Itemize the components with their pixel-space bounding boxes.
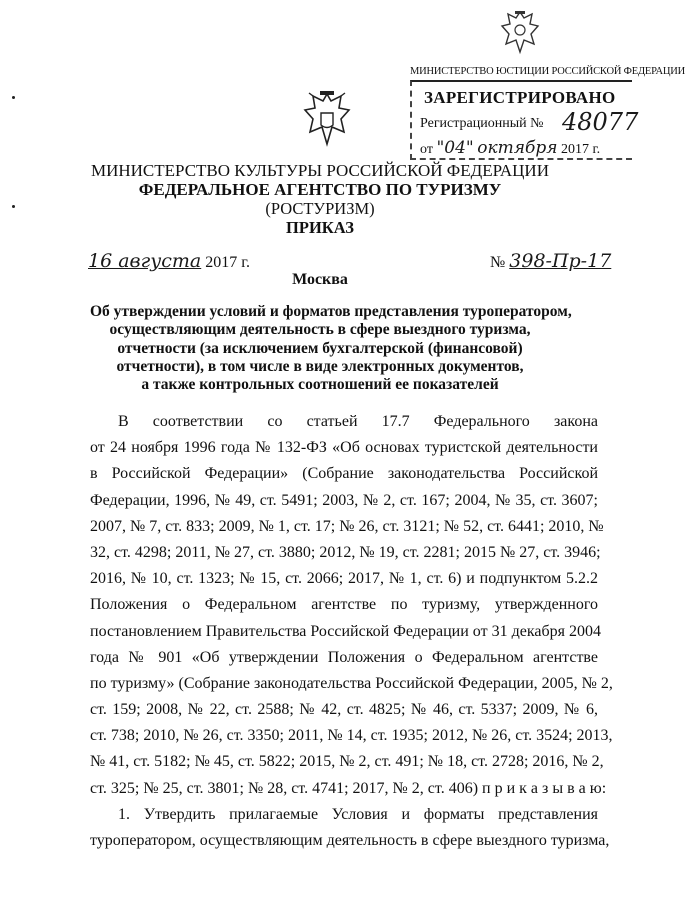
- body-line: Положения о Федеральном агентстве по туризму, утвержденного: [90, 596, 598, 614]
- body-line: постановлением Правительства Российской Федерации от 31 декабря 2004: [90, 622, 601, 640]
- title-line: отчетности), в том числе в виде электронных документов,: [116, 357, 524, 375]
- agency-short-name: (РОСТУРИЗМ): [265, 199, 375, 218]
- body-line: от 24 ноября 1996 года № 132-ФЗ «Об основах туристской деятельности: [90, 439, 598, 457]
- stamp-registration-number: 48077: [562, 108, 639, 136]
- title-line: а также контрольных соотношений ее показателей: [141, 376, 499, 394]
- order-date-handwritten: 16 августа: [88, 250, 202, 272]
- agency-name: ФЕДЕРАЛЬНОЕ АГЕНТСТВО ПО ТУРИЗМУ: [138, 180, 502, 199]
- stamp-date-month: октября: [477, 138, 558, 158]
- stamp-title: ЗАРЕГИСТРИРОВАНО: [424, 88, 616, 107]
- order-date-year: 2017 г.: [205, 254, 250, 271]
- document-type: ПРИКАЗ: [286, 218, 354, 237]
- title-line: осуществляющим деятельность в сфере выездного туризма,: [109, 321, 531, 339]
- body-line: № 41, ст. 5182; № 45, ст. 5822; 2015, № 2, ст. 491; № 18, ст. 2728; 2016, № 2,: [90, 753, 604, 771]
- body-line: в Российской Федерации» (Собрание законодательства Российской: [90, 465, 598, 483]
- body-line: года № 901 «Об утверждении Положения о Федеральном агентстве: [90, 648, 598, 666]
- stamp-registration-label: Регистрационный №: [420, 116, 544, 131]
- body-line: туроператором, осуществляющим деятельность в сфере выездного туризма,: [90, 832, 610, 849]
- document-body: [90, 409, 613, 854]
- order-number-prefix: №: [490, 254, 506, 271]
- body-line: ст. 159; 2008, № 22, ст. 2588; № 42, ст. 4825; № 46, ст. 5337; 2009, № 6,: [90, 701, 598, 719]
- registration-stamp: [410, 8, 685, 158]
- order-number: [490, 250, 611, 272]
- title-line: отчетности (за исключением бухгалтерской (финансовой): [117, 339, 523, 357]
- coat-of-arms-icon: [498, 8, 542, 56]
- stamp-box: [410, 80, 639, 160]
- stamp-date: [420, 138, 600, 158]
- body-line: 32, ст. 4298; 2011, № 27, ст. 3880; 2012, № 19, ст. 2281; 2015 № 27, ст. 3946;: [90, 543, 601, 561]
- document-title: [90, 303, 572, 394]
- body-line: по туризму» (Собрание законодательства Российской Федерации, 2005, № 2,: [90, 674, 613, 692]
- stamp-date-prefix: от: [420, 142, 433, 157]
- body-line: ст. 325; № 25, ст. 3801; № 28, ст. 4741; 2017, № 2, ст. 406) п р и к а з ы в а ю:: [90, 779, 607, 797]
- body-line: 2007, № 7, ст. 833; 2009, № 1, ст. 17; № 26, ст. 3121; № 52, ст. 6441; 2010, №: [90, 517, 604, 535]
- body-line: Федерации, 1996, № 49, ст. 5491; 2003, № 2, ст. 167; 2004, № 35, ст. 3607;: [90, 491, 598, 509]
- margin-mark: [12, 96, 15, 99]
- ministry-name: МИНИСТЕРСТВО КУЛЬТУРЫ РОССИЙСКОЙ ФЕДЕРАЦИИ: [90, 161, 549, 180]
- body-line: В соответствии со статьей 17.7 Федерального закона: [118, 413, 598, 430]
- body-line: 1. Утвердить прилагаемые Условия и форматы представления: [118, 805, 598, 823]
- title-line: Об утверждении условий и форматов представления туроператором,: [90, 303, 572, 320]
- order-date: [88, 250, 250, 272]
- stamp-date-day: "04": [436, 138, 474, 158]
- stamp-ministry-name: МИНИСТЕРСТВО ЮСТИЦИИ РОССИЙСКОЙ ФЕДЕРАЦИИ: [410, 66, 685, 77]
- stamp-date-year: 2017 г.: [561, 142, 601, 157]
- order-number-handwritten: 398-Пр-17: [509, 250, 612, 272]
- body-line: ст. 738; 2010, № 26, ст. 3350; 2011, № 14, ст. 1935; 2012, № 26, ст. 3524; 2013,: [90, 727, 613, 745]
- double-headed-eagle-emblem-icon: [300, 88, 354, 148]
- body-line: 2016, № 10, ст. 1323; № 15, ст. 2066; 2017, № 1, ст. 6) и подпунктом 5.2.2: [90, 570, 598, 588]
- city: Москва: [292, 271, 348, 288]
